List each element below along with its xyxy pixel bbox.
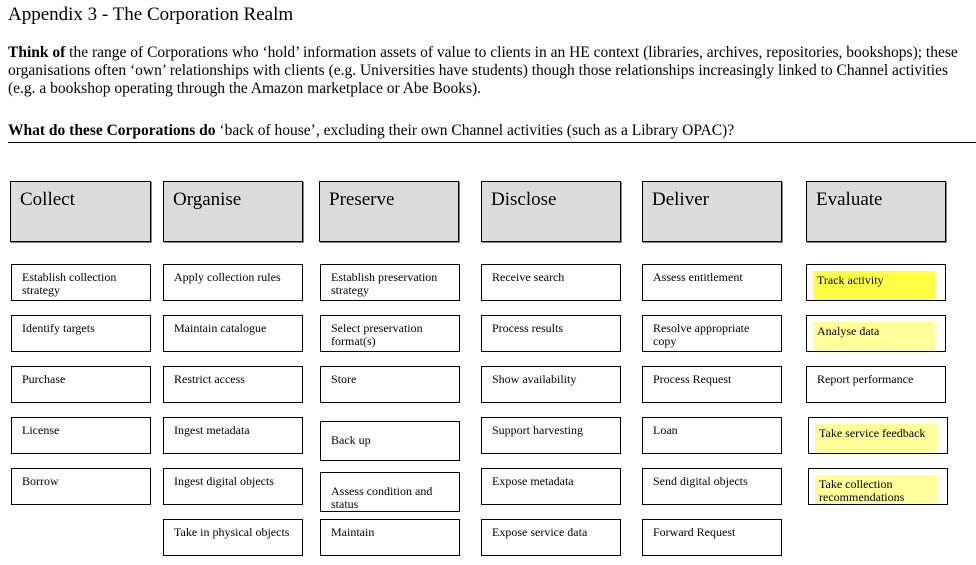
activity-box: Establish collection strategy	[11, 264, 151, 301]
question-bold-lead: What do these Corporations do	[8, 122, 216, 139]
activity-box: Select preservation format(s)	[320, 315, 460, 352]
activity-box: Report performance	[806, 366, 946, 403]
highlighted-text: Take collection recommendations	[815, 475, 937, 505]
activity-box: Show availability	[481, 366, 621, 403]
question-paragraph	[8, 121, 734, 141]
activity-box: Establish preservation strategy	[320, 264, 460, 301]
activity-box: Support harvesting	[481, 417, 621, 454]
activity-box: License	[11, 417, 151, 454]
activity-box: Forward Request	[642, 519, 782, 556]
activity-box: Take in physical objects	[163, 519, 303, 556]
highlighted-text: Track activity	[813, 271, 935, 300]
activity-box: Process results	[481, 315, 621, 352]
activity-box: Back up	[320, 421, 460, 461]
highlighted-text: Take service feedback	[815, 424, 937, 453]
heading-organise: Organise	[163, 181, 303, 242]
activity-box: Expose service data	[481, 519, 621, 556]
activity-box: Borrow	[11, 468, 151, 505]
activity-box-highlighted	[808, 417, 948, 454]
activity-box: Store	[320, 366, 460, 403]
question-text: ‘back of house’, excluding their own Channel activities (such as a Library OPAC)?	[215, 122, 735, 139]
heading-preserve: Preserve	[319, 181, 459, 242]
intro-paragraph	[8, 44, 976, 98]
activity-box: Identify targets	[11, 315, 151, 352]
activity-box: Ingest digital objects	[163, 468, 303, 505]
activity-box: Ingest metadata	[163, 417, 303, 454]
highlighted-text: Analyse data	[813, 322, 935, 351]
activity-box: Apply collection rules	[163, 264, 303, 301]
page-title: Appendix 3 - The Corporation Realm	[8, 4, 294, 25]
activity-box: Maintain catalogue	[163, 315, 303, 352]
intro-bold-lead: Think of	[8, 44, 66, 61]
activity-box: Assess entitlement	[642, 264, 782, 301]
activity-box: Restrict access	[163, 366, 303, 403]
activity-box-highlighted	[806, 315, 946, 352]
activity-box: Maintain	[320, 519, 460, 556]
activity-box: Send digital objects	[642, 468, 782, 505]
heading-disclose: Disclose	[481, 181, 621, 242]
heading-collect: Collect	[10, 181, 151, 242]
section-divider	[8, 142, 976, 143]
activity-box: Expose metadata	[481, 468, 621, 505]
activity-box-highlighted	[806, 264, 946, 301]
heading-evaluate: Evaluate	[806, 181, 946, 242]
activity-box: Process Request	[642, 366, 782, 403]
activity-box: Loan	[642, 417, 782, 454]
intro-text: the range of Corporations who ‘hold’ information assets of value to clients in an HE context (libraries, archives, repositories, bookshops); these organisations often ‘own’ relationships with clients (e.g. Universities have students) though those relationships increasingly linked to Channel activities (e.g. a bookshop operating through the Amazon marketplace or Abe Books).	[8, 44, 958, 97]
activity-box: Receive search	[481, 264, 621, 301]
heading-deliver: Deliver	[642, 181, 782, 242]
activity-box: Assess condition and status	[320, 472, 460, 512]
activity-box: Purchase	[11, 366, 151, 403]
activity-box-highlighted	[808, 468, 948, 505]
activity-box: Resolve appropriate copy	[642, 315, 782, 352]
